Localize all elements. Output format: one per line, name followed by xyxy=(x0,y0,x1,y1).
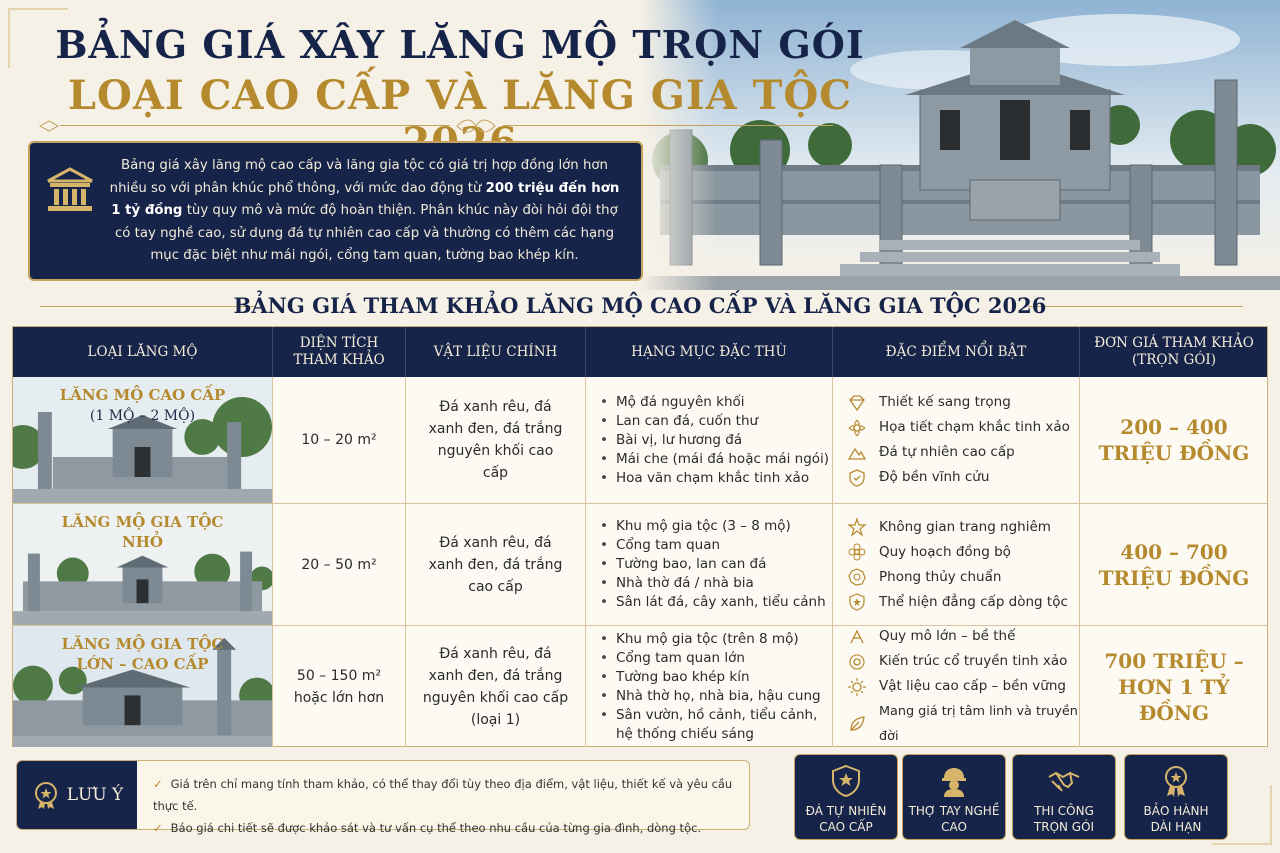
list-item: • Hoa văn chạm khắc tinh xảo xyxy=(600,469,832,488)
feature-item: Thể hiện đẳng cấp dòng tộc xyxy=(847,590,1079,615)
note-label: LƯU Ý xyxy=(66,785,124,805)
intro-highlight: 200 triệu đến hơn 1 tỷ đồng xyxy=(111,180,620,218)
badge-skilled-worker: THỢ TAY NGHỀ CAO xyxy=(902,754,1006,840)
list-item: • Nhà thờ đá / nhà bia xyxy=(600,574,832,593)
badge-warranty: BẢO HÀNH DÀI HẠN xyxy=(1124,754,1228,840)
mountain-icon xyxy=(847,443,867,463)
list-item: • Cổng tam quan lớn xyxy=(600,649,832,668)
list-item: • Sân vườn, hồ cảnh, tiểu cảnh, hệ thống chiếu sáng xyxy=(600,706,832,744)
type-name: LĂNG MỘ GIA TỘC xyxy=(61,513,224,531)
list-item: • Mái che (mái đá hoặc mái ngói) xyxy=(600,450,832,469)
type-cell xyxy=(13,377,273,503)
feature-item: Kiến trúc cổ truyền tinh xảo xyxy=(847,649,1079,674)
header-area: DIỆN TÍCH THAM KHẢO xyxy=(273,327,406,377)
shield-check-icon xyxy=(847,468,867,488)
medal-icon xyxy=(1158,763,1194,799)
page-title-line2: LOẠI CAO CẤP VÀ LĂNG GIA TỘC xyxy=(67,72,853,119)
area-cell: 10 – 20 m² xyxy=(273,377,406,503)
list-item: • Lan can đá, cuốn thư xyxy=(600,412,832,431)
compass-icon xyxy=(847,627,867,647)
table-row xyxy=(13,503,1267,625)
badge-turnkey: THI CÔNG TRỌN GÓI xyxy=(1012,754,1116,840)
type-cell xyxy=(13,504,273,625)
feature-item: Phong thủy chuẩn xyxy=(847,565,1079,590)
diamond-icon xyxy=(847,393,867,413)
note-line: ✓ Báo giá chi tiết sẽ được khảo sát và tư vấn cụ thể theo nhu cầu của từng gia đình, dòng tộc. xyxy=(153,821,702,835)
handshake-icon xyxy=(1046,763,1082,799)
feature-item: Họa tiết chạm khắc tinh xảo xyxy=(847,415,1079,440)
area-cell: 20 – 50 m² xyxy=(273,504,406,625)
table-header xyxy=(13,327,1267,377)
badge-natural-stone: ĐÁ TỰ NHIÊN CAO CẤP xyxy=(794,754,898,840)
header-items: HẠNG MỤC ĐẶC THÙ xyxy=(586,327,833,377)
feature-item: Quy hoạch đồng bộ xyxy=(847,540,1079,565)
price-cell xyxy=(1080,626,1268,747)
header-price: ĐƠN GIÁ THAM KHẢO (TRỌN GÓI) xyxy=(1094,335,1254,368)
feature-item: Thiết kế sang trọng xyxy=(847,390,1079,415)
check-icon: ✓ xyxy=(153,821,163,835)
price-table xyxy=(12,326,1268,747)
star-icon xyxy=(847,517,867,537)
price-line2: TRIỆU ĐỒNG xyxy=(1098,565,1250,590)
header-features: ĐẶC ĐIỂM NỔI BẬT xyxy=(833,327,1080,377)
lotus-icon xyxy=(847,652,867,672)
list-item: • Bài vị, lư hương đá xyxy=(600,431,832,450)
list-item: • Mộ đá nguyên khối xyxy=(600,393,832,412)
items-cell xyxy=(586,377,833,503)
list-item: • Cổng tam quan xyxy=(600,536,832,555)
list-item: • Tường bao, lan can đá xyxy=(600,555,832,574)
worker-icon xyxy=(936,763,972,799)
list-item: • Nhà thờ họ, nhà bia, hậu cung xyxy=(600,687,832,706)
price-cell xyxy=(1080,377,1268,503)
material-cell: Đá xanh rêu, đá xanh đen, đá trắng nguyên khối cao cấp (loại 1) xyxy=(406,626,586,747)
feature-item: Vật liệu cao cấp – bền vững xyxy=(847,674,1079,699)
table-row xyxy=(13,377,1267,503)
note-line: ✓ Giá trên chỉ mang tính tham khảo, có thể thay đổi tùy theo địa điểm, vật liệu, thiết kế và yêu cầu thực tế. xyxy=(153,777,733,813)
shield-star-icon xyxy=(828,763,864,799)
title-divider xyxy=(38,121,864,131)
page-title-line1: BẢNG GIÁ XÂY LĂNG MỘ TRỌN GÓI xyxy=(55,22,865,67)
list-item: • Khu mộ gia tộc (trên 8 mộ) xyxy=(600,630,832,649)
area-cell: 50 – 150 m² hoặc lớn hơn xyxy=(273,626,406,747)
price-line2: HƠN 1 TỶ ĐỒNG xyxy=(1118,674,1230,725)
feature-item: Đá tự nhiên cao cấp xyxy=(847,440,1079,465)
type-subname: LỚN – CAO CẤP xyxy=(76,655,209,673)
price-cell xyxy=(1080,504,1268,625)
features-cell xyxy=(833,626,1080,747)
sun-icon xyxy=(847,677,867,697)
intro-text-part2: tùy quy mô và mức độ hoàn thiện. Phân khúc này đòi hỏi đội thợ có tay nghề cao, sử dụng đá tự nhiên cao cấp và thường có thêm các hạng mục đặc biệt như mái ngói, cổng tam quan, tường bao khép kín. xyxy=(114,203,618,263)
type-cell xyxy=(13,626,273,747)
temple-icon xyxy=(44,163,96,215)
feature-item: Mang giá trị tâm linh và truyền đời xyxy=(847,699,1079,749)
note-box xyxy=(16,760,750,835)
price-line1: 700 TRIỆU – xyxy=(1104,648,1244,673)
features-cell xyxy=(833,504,1080,625)
type-subname: (1 MỘ – 2 MỘ) xyxy=(89,408,196,424)
type-name: LĂNG MỘ CAO CẤP xyxy=(59,386,226,404)
feature-item: Độ bền vĩnh cửu xyxy=(847,465,1079,490)
items-cell xyxy=(586,626,833,747)
price-line1: 200 – 400 xyxy=(1120,415,1228,439)
type-name: LĂNG MỘ GIA TỘC xyxy=(61,635,224,653)
bagua-icon xyxy=(847,567,867,587)
table-row xyxy=(13,625,1267,747)
shield-star-icon xyxy=(847,592,867,612)
type-subname: NHỎ xyxy=(122,533,163,551)
items-cell xyxy=(586,504,833,625)
price-line1: 400 – 700 xyxy=(1120,539,1228,564)
check-icon: ✓ xyxy=(153,777,163,791)
list-item: • Khu mộ gia tộc (3 – 8 mộ) xyxy=(600,517,832,536)
header-material: VẬT LIỆU CHÍNH xyxy=(406,327,586,377)
list-item: • Sân lát đá, cây xanh, tiểu cảnh xyxy=(600,593,832,612)
material-cell: Đá xanh rêu, đá xanh đen, đá trắng nguyên khối cao cấp xyxy=(406,377,586,503)
medal-icon xyxy=(31,780,61,810)
lotus-icon xyxy=(847,418,867,438)
flower-icon xyxy=(847,542,867,562)
note-tag xyxy=(17,761,137,829)
material-cell: Đá xanh rêu, đá xanh đen, đá trắng cao cấp xyxy=(406,504,586,625)
feature-item: Không gian trang nghiêm xyxy=(847,515,1079,540)
features-cell xyxy=(833,377,1080,503)
header-type: LOẠI LĂNG MỘ xyxy=(13,327,273,377)
intro-text-part1: Bảng giá xây lăng mộ cao cấp và lăng gia tộc có giá trị hợp đồng lớn hơn nhiều so với phân khúc phổ thông, với mức dao động từ xyxy=(109,158,608,196)
price-line2: TRIỆU ĐỒNG xyxy=(1098,441,1250,465)
intro-box xyxy=(28,141,643,281)
leaf-icon xyxy=(847,714,867,734)
feature-item: Quy mô lớn – bề thế xyxy=(847,624,1079,649)
section-title: BẢNG GIÁ THAM KHẢO LĂNG MỘ CAO CẤP VÀ LĂNG GIA TỘC 2026 xyxy=(233,293,1047,318)
list-item: • Tường bao khép kín xyxy=(600,668,832,687)
